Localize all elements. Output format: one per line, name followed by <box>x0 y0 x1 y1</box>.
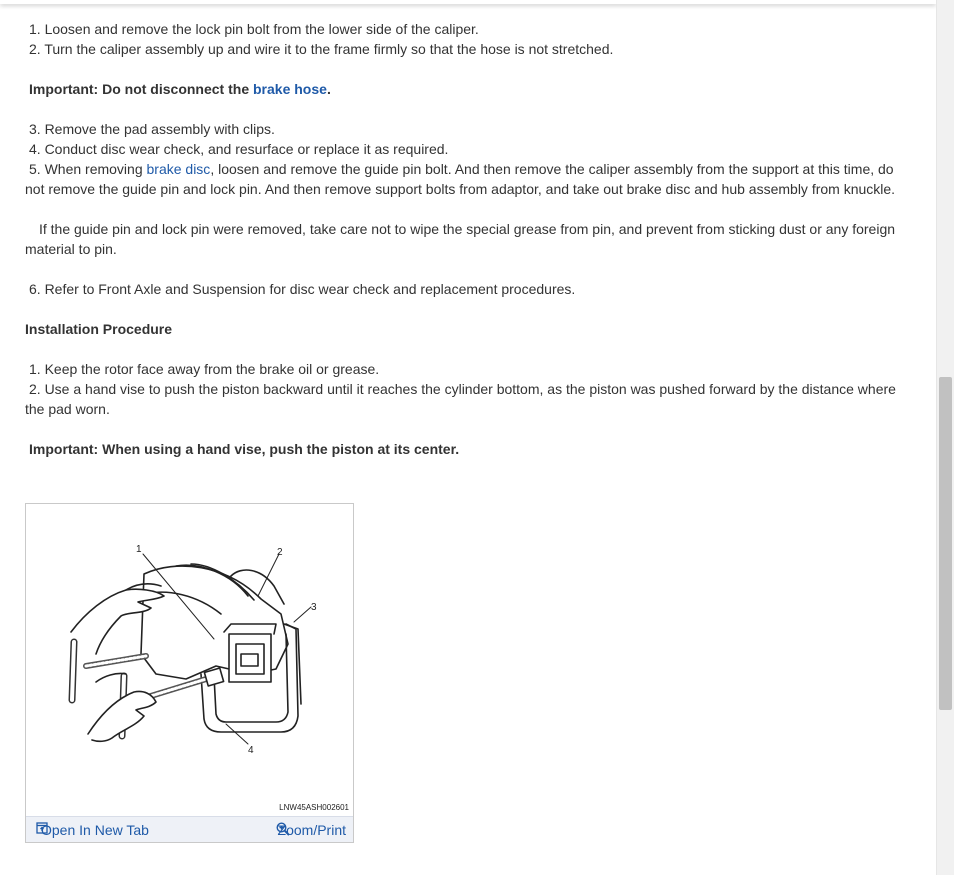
removal-step-5 <box>25 159 915 199</box>
important-note-1-text: Important: Do not disconnect the <box>29 81 253 97</box>
removal-step-3: 3. Remove the pad assembly with clips. <box>29 121 275 137</box>
installation-heading: Installation Procedure <box>25 321 173 337</box>
callout-4: 4 <box>248 745 254 756</box>
removal-step-6: 6. Refer to Front Axle and Suspension for disc wear check and replacement procedures. <box>29 281 576 297</box>
top-header-shadow <box>0 0 936 4</box>
figure-toolbar <box>26 816 353 842</box>
removal-step-5-text: , loosen and remove the guide pin bolt. And then remove the caliper assembly from the support at this time, do not remove the guide pin and lock pin. And then remove support bolts from adaptor, and take out brake disc and hub assembly from knuckle. <box>25 161 896 197</box>
hand-vise-figure <box>25 503 354 843</box>
removal-step-4: 4. Conduct disc wear check, and resurface or replace it as required. <box>29 141 449 157</box>
callout-2: 2 <box>277 547 283 558</box>
open-in-new-tab-button[interactable] <box>36 822 149 838</box>
brake-disc-link[interactable]: brake disc <box>146 161 211 177</box>
vertical-scrollbar[interactable] <box>936 0 954 875</box>
grease-note-text: If the guide pin and lock pin were removed, take care not to wipe the special grease from pin, and prevent from sticking dust or any foreign material to pin. <box>25 221 896 257</box>
zoom-print-label: Zoom/Print <box>277 822 346 838</box>
callout-3: 3 <box>311 602 317 613</box>
removal-step-5-prefix: 5. When removing <box>29 161 147 177</box>
brake-hose-link[interactable]: brake hose <box>253 81 327 97</box>
removal-step-1: 1. Loosen and remove the lock pin bolt from the lower side of the caliper. <box>29 21 479 37</box>
install-step-2 <box>25 379 915 419</box>
important-note-1-suffix: . <box>326 81 331 97</box>
important-note-2: Important: When using a hand vise, push the piston at its center. <box>29 441 460 457</box>
scrollbar-thumb[interactable] <box>939 377 952 710</box>
open-in-new-tab-label: Open In New Tab <box>41 822 149 838</box>
important-note-1 <box>25 79 915 99</box>
figure-code: LNW45ASH002601 <box>279 803 349 812</box>
removal-step-2: 2. Turn the caliper assembly up and wire it to the frame firmly so that the hose is not stretched. <box>29 41 614 57</box>
grease-note <box>25 219 915 259</box>
callout-1: 1 <box>136 544 142 555</box>
caliper-illustration <box>26 504 353 804</box>
install-step-1: 1. Keep the rotor face away from the brake oil or grease. <box>29 361 380 377</box>
article-content <box>25 19 915 459</box>
zoom-print-button[interactable] <box>276 822 346 838</box>
install-step-2-text: 2. Use a hand vise to push the piston backward until it reaches the cylinder bottom, as the piston was pushed forward by the distance where the pad worn. <box>25 381 896 417</box>
